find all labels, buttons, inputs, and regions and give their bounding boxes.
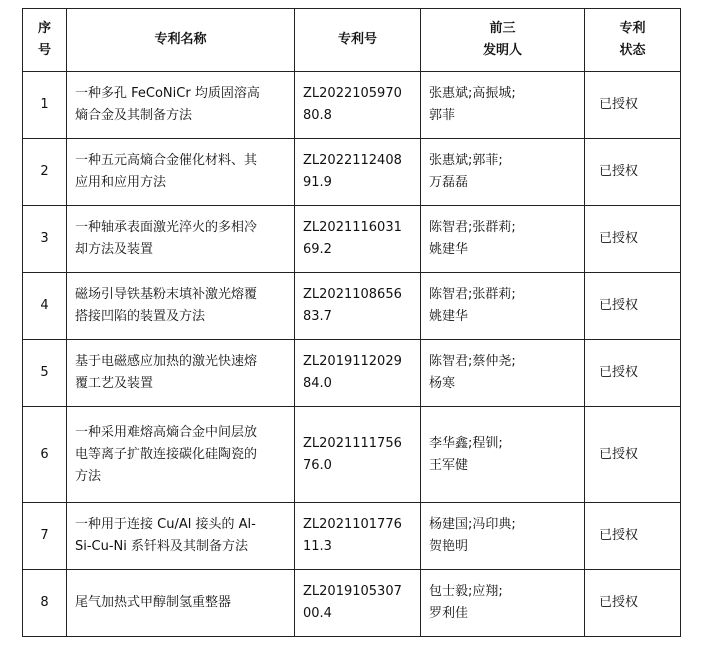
cell-index: 7 <box>23 503 67 570</box>
cell-index: 6 <box>23 407 67 503</box>
cell-inventors: 杨建国;冯印典; 贺艳明 <box>421 503 585 570</box>
table-header-row <box>23 9 681 72</box>
cell-patent-name: 一种轴承表面激光淬火的多相冷 却方法及装置 <box>67 206 295 273</box>
cell-patent-name: 基于电磁感应加热的激光快速熔 覆工艺及装置 <box>67 340 295 407</box>
cell-status: 已授权 <box>585 139 681 206</box>
cell-patent-number: ZL2022112408 91.9 <box>295 139 421 206</box>
cell-index: 8 <box>23 570 67 637</box>
cell-status: 已授权 <box>585 340 681 407</box>
cell-patent-number: ZL2022105970 80.8 <box>295 72 421 139</box>
table-row <box>23 340 681 407</box>
cell-index: 1 <box>23 72 67 139</box>
table-row <box>23 273 681 340</box>
cell-status: 已授权 <box>585 503 681 570</box>
cell-patent-number: ZL2021108656 83.7 <box>295 273 421 340</box>
cell-patent-name: 一种采用难熔高熵合金中间层放 电等离子扩散连接碳化硅陶瓷的 方法 <box>67 407 295 503</box>
header-index: 序 号 <box>23 9 67 72</box>
table-row <box>23 206 681 273</box>
cell-patent-name: 一种五元高熵合金催化材料、其 应用和应用方法 <box>67 139 295 206</box>
cell-status: 已授权 <box>585 407 681 503</box>
header-patent-name: 专利名称 <box>67 9 295 72</box>
header-inventors: 前三 发明人 <box>421 9 585 72</box>
cell-index: 4 <box>23 273 67 340</box>
cell-patent-name: 尾气加热式甲醇制氢重整器 <box>67 570 295 637</box>
patent-table <box>22 8 681 637</box>
header-status: 专利 状态 <box>585 9 681 72</box>
table-row <box>23 407 681 503</box>
cell-inventors: 张惠斌;高振城; 郭菲 <box>421 72 585 139</box>
cell-patent-number: ZL2021101776 11.3 <box>295 503 421 570</box>
cell-inventors: 陈智君;张群莉; 姚建华 <box>421 273 585 340</box>
table-row <box>23 72 681 139</box>
cell-patent-number: ZL2021111756 76.0 <box>295 407 421 503</box>
table-body <box>23 72 681 637</box>
cell-inventors: 李华鑫;程钏; 王军健 <box>421 407 585 503</box>
cell-index: 3 <box>23 206 67 273</box>
header-patent-number: 专利号 <box>295 9 421 72</box>
table-row <box>23 570 681 637</box>
cell-status: 已授权 <box>585 570 681 637</box>
cell-patent-name: 磁场引导铁基粉末填补激光熔覆 搭接凹陷的装置及方法 <box>67 273 295 340</box>
cell-inventors: 陈智君;张群莉; 姚建华 <box>421 206 585 273</box>
cell-index: 5 <box>23 340 67 407</box>
cell-patent-number: ZL2021116031 69.2 <box>295 206 421 273</box>
cell-inventors: 陈智君;蔡仲尧; 杨寒 <box>421 340 585 407</box>
cell-patent-name: 一种用于连接 Cu/Al 接头的 Al- Si-Cu-Ni 系钎料及其制备方法 <box>67 503 295 570</box>
cell-status: 已授权 <box>585 273 681 340</box>
cell-inventors: 包士毅;应翔; 罗利佳 <box>421 570 585 637</box>
cell-status: 已授权 <box>585 206 681 273</box>
table-row <box>23 139 681 206</box>
cell-patent-name: 一种多孔 FeCoNiCr 均质固溶高 熵合金及其制备方法 <box>67 72 295 139</box>
cell-inventors: 张惠斌;郭菲; 万磊磊 <box>421 139 585 206</box>
cell-status: 已授权 <box>585 72 681 139</box>
cell-index: 2 <box>23 139 67 206</box>
table-row <box>23 503 681 570</box>
cell-patent-number: ZL2019105307 00.4 <box>295 570 421 637</box>
cell-patent-number: ZL2019112029 84.0 <box>295 340 421 407</box>
